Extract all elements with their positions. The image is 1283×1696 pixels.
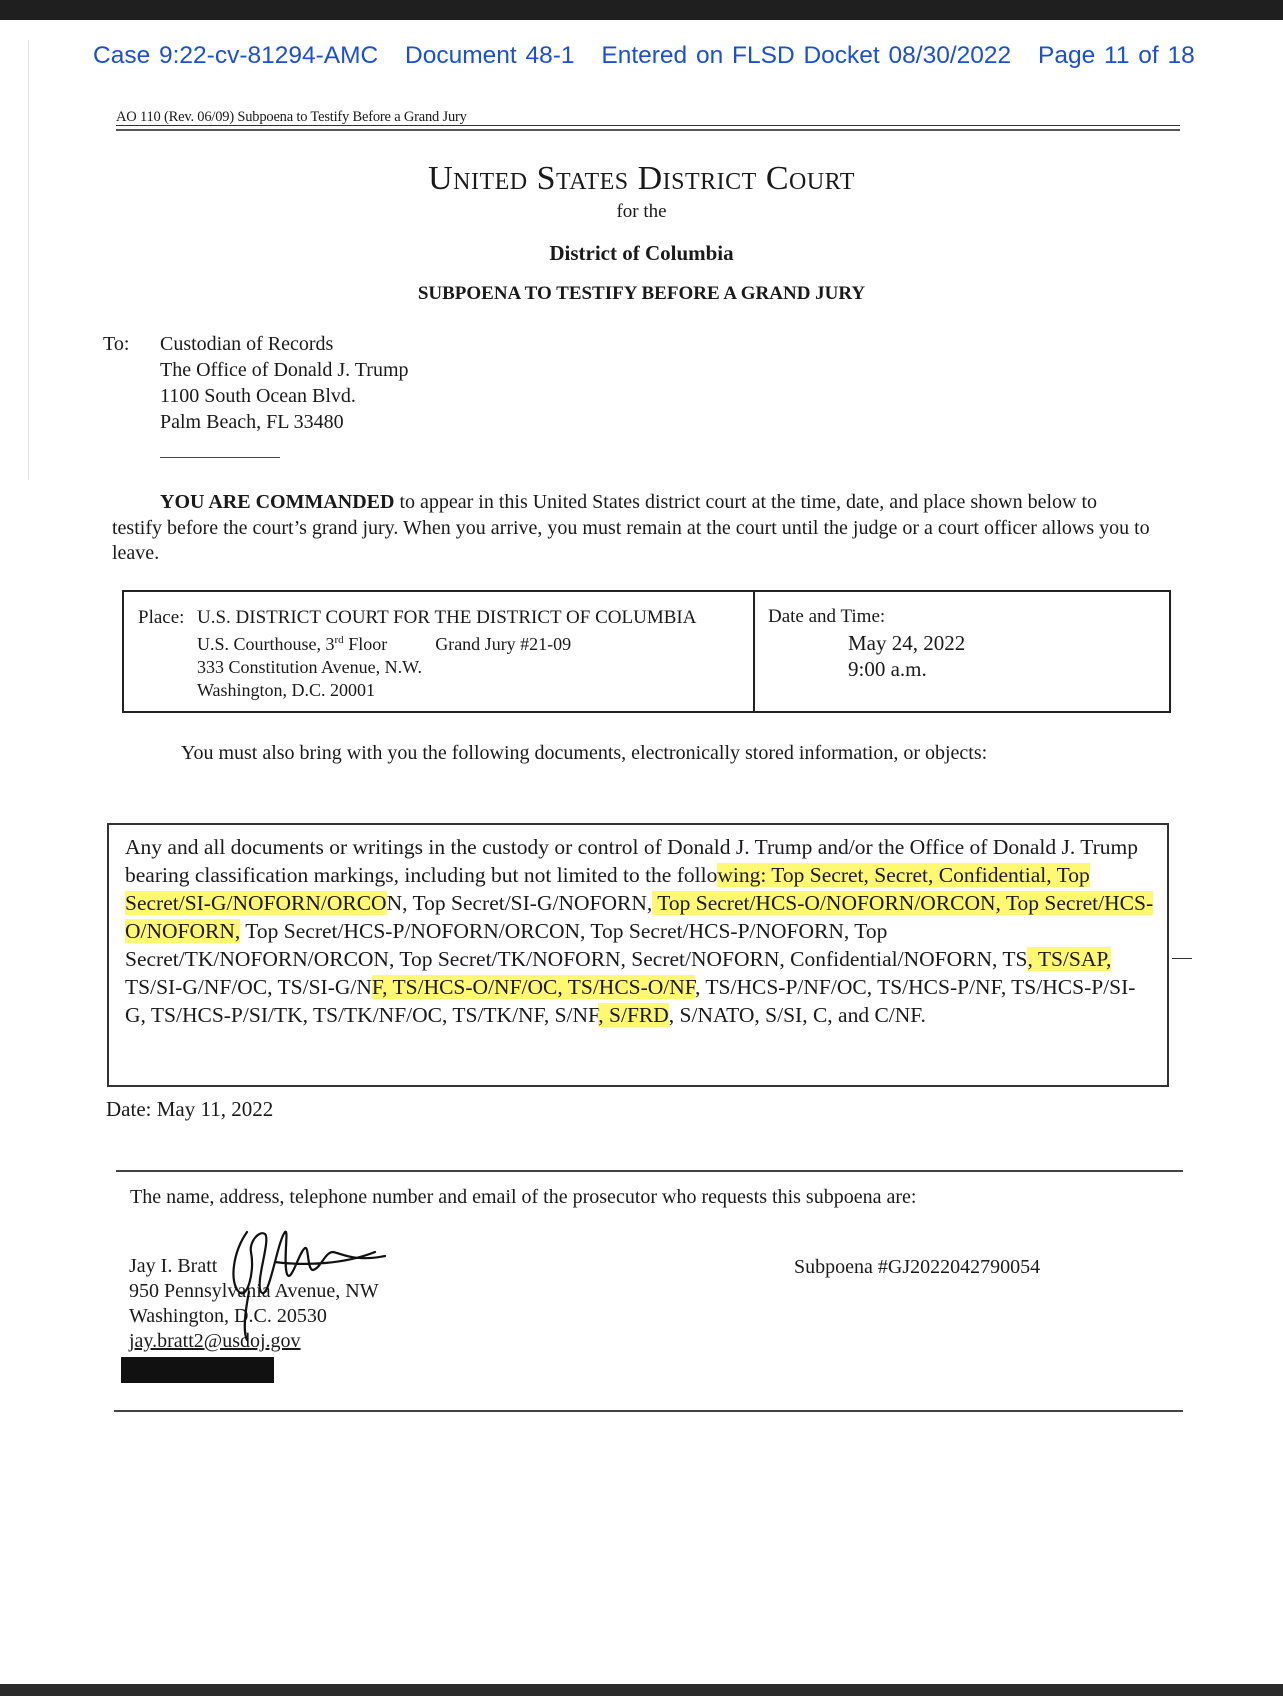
place-line-2: 333 Constitution Avenue, N.W. [197, 657, 422, 677]
doc-highlight: wing: Top Secret, Secret, Confidential, Top Secret/SI-G/NOFORN/ORCO [125, 863, 1090, 915]
page-number: Page 11 of 18 [1037, 42, 1195, 69]
bottom-rule [114, 1410, 1183, 1412]
recipient-line: Palm Beach, FL 33480 [160, 411, 344, 433]
form-id: AO 110 (Rev. 06/09) Subpoena to Testify Before a Grand Jury [116, 109, 467, 125]
recipient-line: The Office of Donald J. Trump [160, 359, 409, 381]
place-line-1-sup: rd [334, 634, 344, 646]
case-number: Case 9:22-cv-81294-AMC [93, 42, 379, 69]
place-label: Place: [138, 607, 185, 628]
command-bold: YOU ARE COMMANDED [160, 491, 395, 513]
place-line-1 [197, 629, 571, 656]
signature-scribble [225, 1222, 425, 1342]
docket-entry: Entered on FLSD Docket 08/30/2022 [601, 42, 1012, 69]
doc-text: , TS/HCS-P/NF/OC, TS/HCS-P/NF, TS/HCS-P/SI-G, TS/HCS-P/SI/TK, TS/TK/NF/OC, TS/TK/NF, S/NF [125, 975, 1136, 1027]
doc-text: Top Secret/HCS-P/NOFORN/ORCON, Top Secret/HCS-P/NOFORN, Top Secret/TK/NOFORN/ORCON, Top Secret/TK/NOFORN, Secret/NOFORN, Confidential/NOFORN, TS [125, 919, 1028, 971]
bring-intro: You must also bring with you the following documents, electronically stored information, or objects: [181, 742, 988, 764]
doc-highlight: F, TS/HCS-O/NF/OC, TS/HCS-O/NF [371, 975, 696, 999]
recipient-block [160, 331, 409, 435]
prosecutor-name: Jay I. Bratt [129, 1255, 218, 1277]
issue-date: Date: May 11, 2022 [106, 1097, 274, 1121]
subpoena-title: SUBPOENA TO TESTIFY BEFORE A GRAND JURY [417, 283, 866, 304]
header-rule-double [116, 129, 1180, 131]
for-the: for the [616, 201, 667, 222]
appearance-time: 9:00 a.m. [848, 657, 927, 681]
place-line-3: Washington, D.C. 20001 [197, 680, 376, 700]
bottom-dark-bar [0, 1684, 1283, 1696]
place-name: U.S. DISTRICT COURT FOR THE DISTRICT OF COLUMBIA [197, 607, 697, 628]
signature-rule [116, 1170, 1183, 1172]
header-rule [116, 125, 1180, 126]
district-name: District of Columbia [549, 241, 734, 265]
recipient-line: Custodian of Records [160, 333, 334, 355]
doc-highlight: , TS/SAP, [1027, 947, 1112, 971]
doc-text: Any and all documents or writings in the custody or control of Donald J. Trump and/or the Office of Donald J. Trump bearing classification markings, including but not limited to the follo [125, 835, 1138, 887]
doc-text: , S/NATO, S/SI, C, and C/NF. [668, 1003, 926, 1027]
doc-highlight: Top Secret/HCS-O/NOFORN/ORCON, Top Secret/HCS-O/NOFORN, [125, 891, 1154, 943]
command-text: to appear in this United States district court at the time, date, and place shown below to testify before the court’s grand jury. When you arrive, you must remain at the court until the judge or a court officer allows you to leave. [112, 491, 1150, 564]
doc-text: N, Top Secret/SI-G/NOFORN, [386, 891, 653, 915]
box-divider [753, 592, 755, 711]
doc-text: TS/SI-G/NF/OC, TS/SI-G/N [125, 975, 372, 999]
place-line-1a: U.S. Courthouse, 3 [197, 634, 335, 654]
place-date-box [122, 590, 1171, 713]
prosecutor-address-1: 950 Pennsylvania Avenue, NW [129, 1280, 379, 1302]
margin-tick [1172, 958, 1192, 959]
to-label: To: [103, 333, 130, 355]
court-title: United States District Court [428, 160, 855, 197]
doc-highlight: , S/FRD [598, 1003, 669, 1027]
place-line-1b: Floor [343, 634, 388, 654]
prosecutor-email[interactable]: jay.bratt2@usdoj.gov [129, 1330, 301, 1352]
appearance-date: May 24, 2022 [848, 631, 966, 655]
date-time-values [848, 630, 965, 682]
recipient-rule [160, 457, 280, 458]
top-dark-bar [0, 0, 1283, 20]
prosecutor-address-2: Washington, D.C. 20530 [129, 1305, 327, 1327]
subpoena-number: Subpoena #GJ2022042790054 [794, 1256, 1041, 1278]
date-time-label: Date and Time: [768, 606, 886, 627]
document-number: Document 48-1 [405, 42, 575, 69]
recipient-line: 1100 South Ocean Blvd. [160, 385, 356, 407]
grand-jury-number: Grand Jury #21-09 [435, 634, 572, 654]
prosecutor-intro: The name, address, telephone number and email of the prosecutor who requests this subpoena are: [130, 1186, 917, 1208]
redaction-bar [121, 1357, 274, 1383]
place-address [197, 629, 571, 702]
documents-text [125, 833, 1155, 1029]
docket-header [93, 42, 1213, 70]
command-paragraph [112, 490, 1152, 567]
